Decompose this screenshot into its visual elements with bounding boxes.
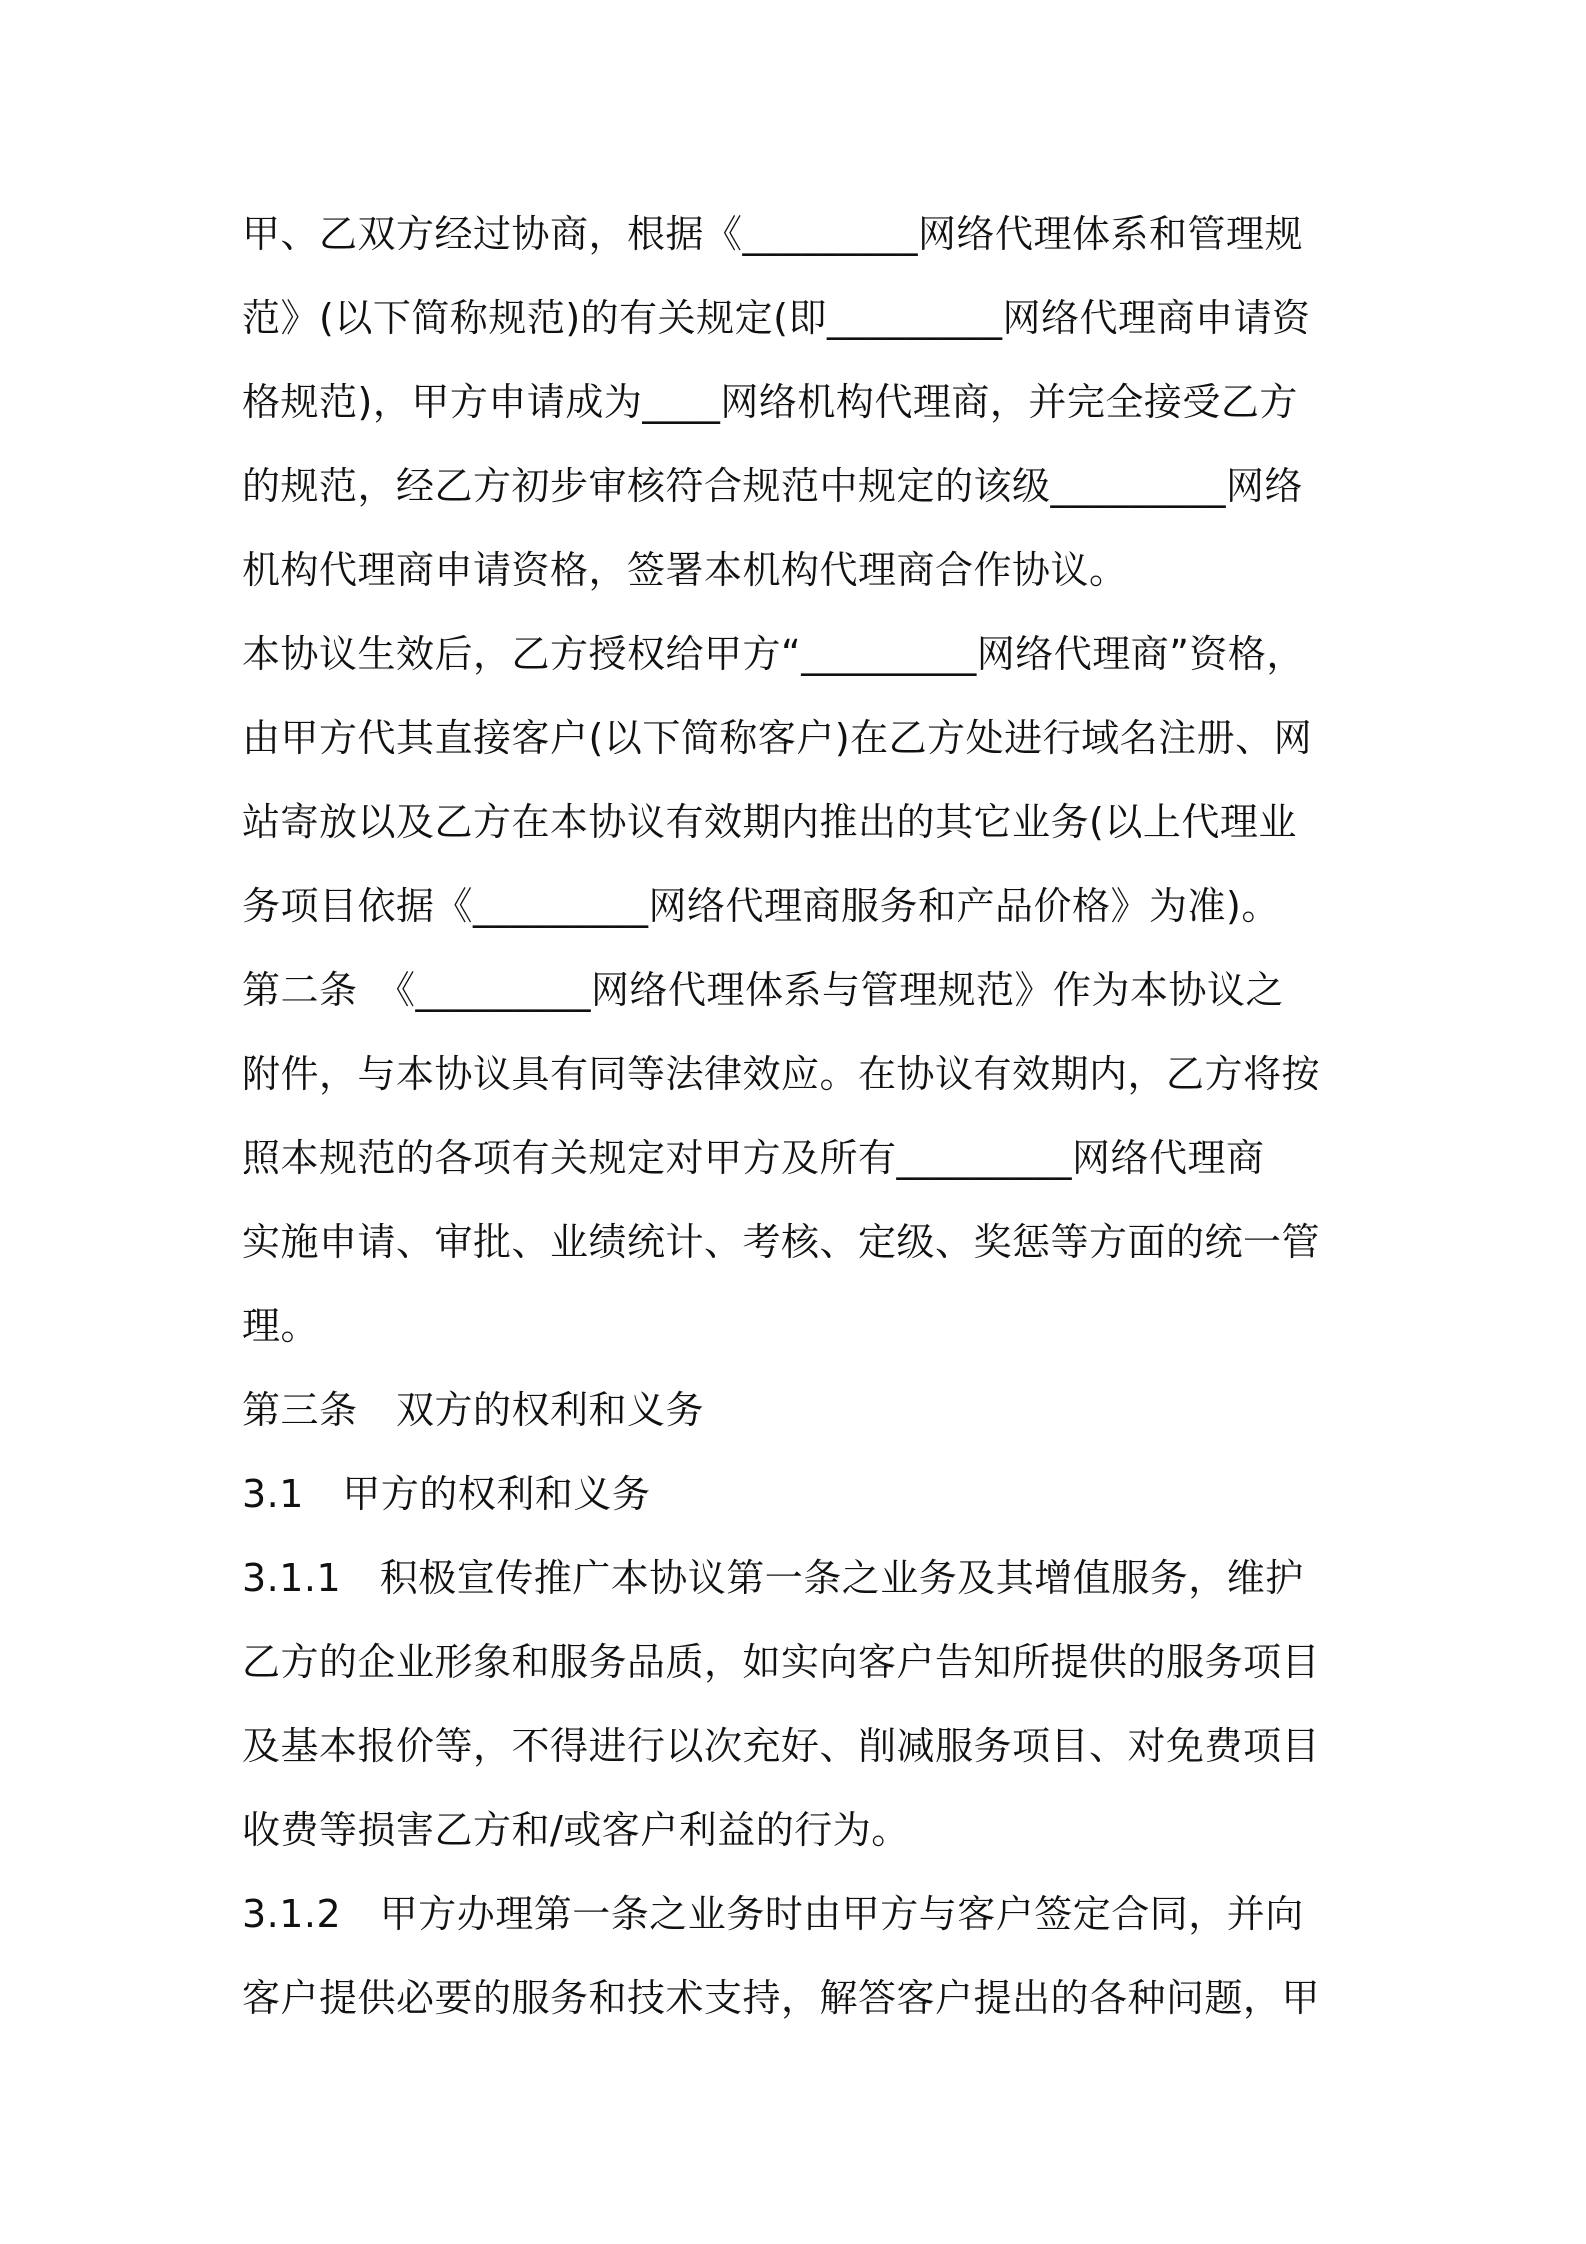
text-line: 由甲方代其直接客户(以下简称客户)在乙方处进行域名注册、网 <box>242 716 1313 760</box>
text-line: 范》(以下简称规范)的有关规定(即_________网络代理商申请资 <box>242 296 1311 340</box>
article-2-heading-line: 第二条 《_________网络代理体系与管理规范》作为本协议之 <box>242 968 1285 1012</box>
text-line: 附件，与本协议具有同等法律效应。在协议有效期内，乙方将按 <box>242 1052 1321 1096</box>
clause-3-1-2-line: 3.1.2 甲方办理第一条之业务时由甲方与客户签定合同，并向 <box>242 1892 1304 1936</box>
text-line: 机构代理商申请资格，签署本机构代理商合作协议。 <box>242 548 1128 592</box>
text-line: 理。 <box>242 1304 320 1348</box>
section-3-1-heading: 3.1 甲方的权利和义务 <box>242 1472 651 1516</box>
text-line: 格规范)，甲方申请成为____网络机构代理商，并完全接受乙方 <box>242 380 1298 424</box>
text-line: 的规范，经乙方初步审核符合规范中规定的该级_________网络 <box>242 464 1304 508</box>
text-line: 客户提供必要的服务和技术支持，解答客户提出的各种问题，甲 <box>242 1976 1321 2020</box>
clause-3-1-1-line: 3.1.1 积极宣传推广本协议第一条之业务及其增值服务，维护 <box>242 1556 1304 1600</box>
text-line: 务项目依据《_________网络代理商服务和产品价格》为准)。 <box>242 884 1280 928</box>
article-3-heading: 第三条 双方的权利和义务 <box>242 1388 705 1432</box>
text-line: 本协议生效后，乙方授权给甲方“_________网络代理商”资格， <box>242 632 1305 676</box>
text-line: 照本规范的各项有关规定对甲方及所有_________网络代理商 <box>242 1136 1265 1180</box>
agreement-text <box>242 192 1362 2040</box>
text-line: 乙方的企业形象和服务品质，如实向客户告知所提供的服务项目 <box>242 1640 1321 1684</box>
text-line: 站寄放以及乙方在本协议有效期内推出的其它业务(以上代理业 <box>242 800 1297 844</box>
text-line: 实施申请、审批、业绩统计、考核、定级、奖惩等方面的统一管 <box>242 1220 1321 1264</box>
text-line: 甲、乙双方经过协商，根据《_________网络代理体系和管理规 <box>242 212 1304 256</box>
text-line: 及基本报价等，不得进行以次充好、削减服务项目、对免费项目 <box>242 1724 1321 1768</box>
text-line: 收费等损害乙方和/或客户利益的行为。 <box>242 1808 910 1852</box>
